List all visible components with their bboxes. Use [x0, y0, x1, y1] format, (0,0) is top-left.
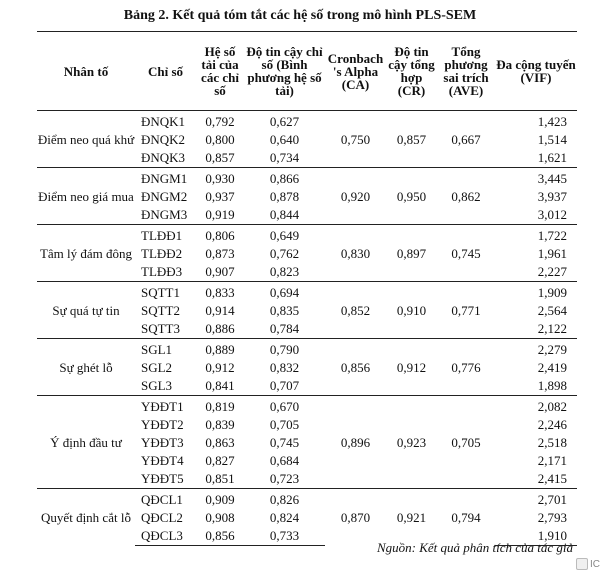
header-ca: Cronbach 's Alpha (CA) [325, 32, 386, 111]
reliability-cell: 0,826 [244, 489, 325, 510]
reliability-cell: 0,684 [269, 453, 300, 468]
indicator-cell: QĐCL1 [135, 489, 196, 510]
vif-cell: 2,171 [537, 453, 567, 468]
indicator-cell: SQTT2 [141, 303, 180, 318]
indicator-cell: QĐCL2 [141, 510, 183, 525]
loading-cell: 0,912 [205, 360, 235, 375]
cr-cell: 0,923 [386, 396, 437, 489]
reliability-cell: 0,835 [269, 303, 300, 318]
reliability-cell: 0,694 [244, 282, 325, 303]
indicator-cell: ĐNGM3 [141, 207, 188, 222]
header-reliability: Độ tin cậy chỉ số (Bình phương hệ số tải) [244, 32, 325, 111]
factor-cell: Tâm lý đám đông [37, 225, 135, 282]
loading-cell: 0,909 [196, 489, 244, 510]
cr-cell: 0,912 [386, 339, 437, 396]
reliability-cell: 0,832 [269, 360, 300, 375]
indicator-cell: ĐNQK3 [141, 150, 186, 165]
ca-cell: 0,870 [325, 489, 386, 546]
ave-cell: 0,667 [437, 111, 495, 168]
reliability-cell: 0,790 [244, 339, 325, 360]
header-vif: Đa cộng tuyến (VIF) [495, 32, 577, 111]
loading-cell: 0,914 [205, 303, 235, 318]
indicator-cell: ĐNQK1 [135, 111, 196, 132]
ave-cell: 0,776 [437, 339, 495, 396]
cr-cell: 0,950 [386, 168, 437, 225]
ave-cell: 0,771 [437, 282, 495, 339]
factor-cell: Điểm neo quá khứ [37, 111, 135, 168]
vif-cell: 3,937 [537, 189, 567, 204]
indicator-cell: TLĐĐ2 [141, 246, 183, 261]
vif-cell: 3,445 [495, 168, 577, 189]
vif-cell: 2,415 [537, 471, 567, 486]
header-factor: Nhân tố [37, 32, 135, 111]
loading-cell: 0,907 [205, 264, 235, 279]
reliability-cell: 0,866 [244, 168, 325, 189]
reliability-cell: 0,707 [269, 378, 300, 393]
image-icon [576, 558, 588, 570]
table-row [37, 168, 577, 189]
reliability-cell: 0,649 [244, 225, 325, 246]
header-cr: Độ tin cậy tổng hợp (CR) [386, 32, 437, 111]
table-row [37, 225, 577, 246]
indicator-cell: TLĐĐ1 [135, 225, 196, 246]
ca-cell: 0,852 [325, 282, 386, 339]
reliability-cell: 0,627 [244, 111, 325, 132]
ave-cell: 0,745 [437, 225, 495, 282]
loading-cell: 0,886 [205, 321, 235, 336]
header-indicator: Chỉ số [135, 32, 196, 111]
table-row [37, 339, 577, 360]
indicator-cell: SGL3 [141, 378, 173, 393]
indicator-cell: SQTT1 [135, 282, 196, 303]
reliability-cell: 0,733 [244, 527, 325, 546]
source-note: Nguồn: Kết quả phân tích của tác giả [376, 540, 573, 555]
loading-cell: 0,873 [205, 246, 235, 261]
reliability-cell: 0,670 [244, 396, 325, 417]
factor-cell: Sự ghét lỗ [37, 339, 135, 396]
vif-cell: 1,423 [495, 111, 577, 132]
factor-cell: Ý định đầu tư [37, 396, 135, 489]
cr-cell: 0,910 [386, 282, 437, 339]
vif-cell: 2,082 [495, 396, 577, 417]
loading-cell: 0,863 [205, 435, 235, 450]
ca-cell: 0,856 [325, 339, 386, 396]
reliability-cell: 0,745 [269, 435, 300, 450]
cr-cell: 0,897 [386, 225, 437, 282]
ca-cell: 0,920 [325, 168, 386, 225]
vif-cell: 1,961 [537, 246, 567, 261]
table-body [37, 111, 577, 546]
ave-cell: 0,862 [437, 168, 495, 225]
indicator-cell: YĐĐT2 [141, 417, 184, 432]
table-row [37, 282, 577, 303]
loading-cell: 0,800 [205, 132, 235, 147]
vif-cell: 3,012 [537, 207, 567, 222]
watermark-text: IC [590, 558, 600, 570]
loading-cell: 0,856 [196, 527, 244, 546]
table-row [37, 396, 577, 417]
indicator-cell: SGL1 [135, 339, 196, 360]
factor-cell: Quyết định cắt lỗ [37, 489, 135, 546]
loading-cell: 0,851 [205, 471, 235, 486]
loading-cell: 0,819 [196, 396, 244, 417]
loading-cell: 0,833 [196, 282, 244, 303]
indicator-cell: QĐCL3 [135, 527, 196, 546]
loading-cell: 0,930 [196, 168, 244, 189]
indicator-cell: YĐĐT3 [141, 435, 184, 450]
indicator-cell: ĐNGM1 [135, 168, 196, 189]
indicator-cell: TLĐĐ3 [141, 264, 183, 279]
loading-cell: 0,841 [205, 378, 235, 393]
vif-cell: 1,910 [495, 527, 577, 546]
vif-cell: 2,701 [495, 489, 577, 510]
reliability-cell: 0,784 [269, 321, 300, 336]
reliability-cell: 0,640 [269, 132, 300, 147]
ca-cell: 0,830 [325, 225, 386, 282]
factor-cell: Sự quá tự tin [37, 282, 135, 339]
loading-cell: 0,889 [196, 339, 244, 360]
vif-cell: 2,246 [537, 417, 567, 432]
loading-cell: 0,919 [205, 207, 235, 222]
vif-cell: 2,518 [537, 435, 567, 450]
ca-cell: 0,750 [325, 111, 386, 168]
reliability-cell: 0,824 [269, 510, 300, 525]
loading-cell: 0,806 [196, 225, 244, 246]
table-row [37, 111, 577, 132]
vif-cell: 2,122 [537, 321, 567, 336]
vif-cell: 1,909 [495, 282, 577, 303]
loading-cell: 0,827 [205, 453, 235, 468]
factor-cell: Điểm neo giá mua [37, 168, 135, 225]
loading-cell: 0,839 [205, 417, 235, 432]
reliability-cell: 0,844 [269, 207, 300, 222]
header-row [37, 32, 577, 111]
loading-cell: 0,792 [196, 111, 244, 132]
reliability-cell: 0,762 [269, 246, 300, 261]
header-ave: Tổng phương sai trích (AVE) [437, 32, 495, 111]
indicator-cell: SQTT3 [141, 321, 180, 336]
vif-cell: 1,621 [537, 150, 567, 165]
loading-cell: 0,937 [205, 189, 235, 204]
table-title: Bảng 2. Kết quả tóm tắt các hệ số trong mô hình PLS-SEM [123, 8, 477, 23]
reliability-cell: 0,823 [269, 264, 300, 279]
loading-cell: 0,857 [205, 150, 235, 165]
indicator-cell: ĐNQK2 [141, 132, 186, 147]
vif-cell: 1,514 [537, 132, 567, 147]
cr-cell: 0,857 [386, 111, 437, 168]
watermark [576, 558, 600, 570]
vif-cell: 2,419 [537, 360, 567, 375]
vif-cell: 2,279 [495, 339, 577, 360]
reliability-cell: 0,734 [269, 150, 300, 165]
indicator-cell: YĐĐT5 [141, 471, 184, 486]
ave-cell: 0,705 [437, 396, 495, 489]
vif-cell: 2,564 [537, 303, 567, 318]
reliability-cell: 0,705 [269, 417, 300, 432]
ca-cell: 0,896 [325, 396, 386, 489]
loading-cell: 0,908 [205, 510, 235, 525]
vif-cell: 2,793 [537, 510, 567, 525]
reliability-cell: 0,878 [269, 189, 300, 204]
ave-cell: 0,794 [437, 489, 495, 546]
table-row [37, 489, 577, 510]
vif-cell: 2,227 [537, 264, 567, 279]
pls-sem-summary-table [37, 31, 577, 546]
indicator-cell: SGL2 [141, 360, 173, 375]
reliability-cell: 0,723 [269, 471, 300, 486]
vif-cell: 1,722 [495, 225, 577, 246]
cr-cell: 0,921 [386, 489, 437, 546]
indicator-cell: ĐNGM2 [141, 189, 188, 204]
header-loading: Hệ số tải của các chỉ số [196, 32, 244, 111]
vif-cell: 1,898 [537, 378, 567, 393]
indicator-cell: YĐĐT1 [135, 396, 196, 417]
indicator-cell: YĐĐT4 [141, 453, 184, 468]
